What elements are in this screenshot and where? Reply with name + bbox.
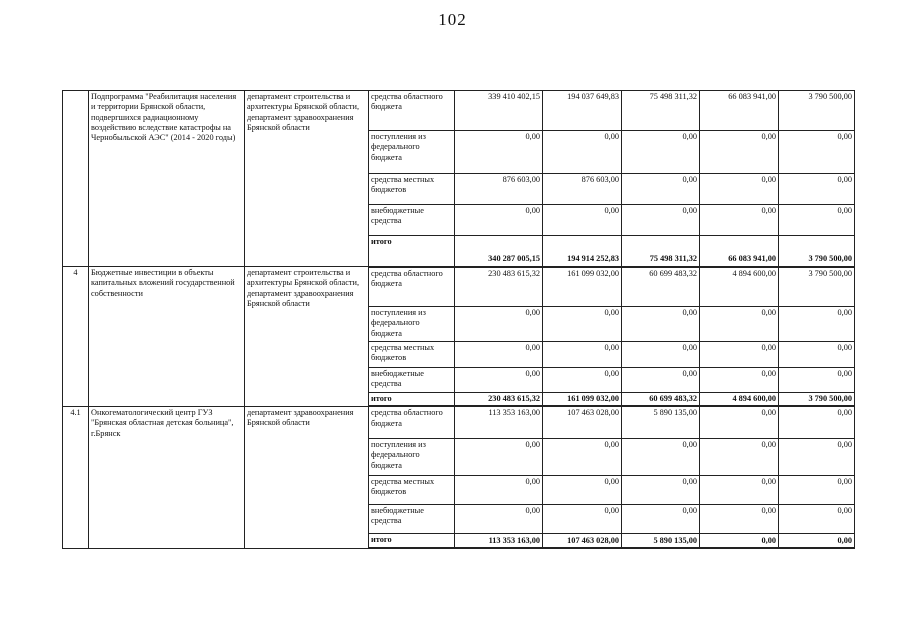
amount-cell: 0,00 [779,438,855,475]
amount-cell: 194 037 649,83 [543,91,622,131]
amount-cell: 0,00 [779,368,855,393]
amount-cell: 0,00 [700,368,779,393]
amount-cell: 0,00 [779,475,855,504]
amount-cell: 0,00 [700,475,779,504]
amount-cell: 75 498 311,32 [622,91,700,131]
amount-cell: 4 894 600,00 [700,267,779,307]
amount-cell: 3 790 500,00 [779,91,855,131]
amount-cell: 0,00 [700,406,779,438]
amount-cell: 0,00 [455,205,543,236]
executor: департамент строительства и архитектуры Брянской области, департамент здравоохранения Брянской области [245,267,369,407]
funding-source-label: поступления из федерального бюджета [369,131,455,174]
funding-source-label: средства областного бюджета [369,267,455,307]
amount-cell: 66 083 941,00 [700,91,779,131]
amount-cell: 0,00 [779,174,855,205]
page-number: 102 [438,10,467,29]
amount-cell: 340 287 005,15 [455,236,543,267]
amount-cell: 0,00 [779,504,855,533]
funding-source-label: средства областного бюджета [369,91,455,131]
amount-cell: 0,00 [700,342,779,368]
program-name: Онкогематологический центр ГУЗ "Брянская областная детская больница", г.Брянск [89,406,245,548]
funding-source-label: поступления из федерального бюджета [369,307,455,342]
amount-cell: 0,00 [779,533,855,548]
amount-cell: 0,00 [622,174,700,205]
amount-cell: 0,00 [455,504,543,533]
amount-cell: 0,00 [700,131,779,174]
amount-cell: 0,00 [543,504,622,533]
amount-cell: 161 099 032,00 [543,267,622,307]
amount-cell: 0,00 [622,438,700,475]
amount-cell: 0,00 [622,131,700,174]
amount-cell: 5 890 135,00 [622,533,700,548]
funding-source-label: итого [369,533,455,548]
table-row [63,91,855,131]
amount-cell: 3 790 500,00 [779,236,855,267]
amount-cell: 107 463 028,00 [543,533,622,548]
funding-source-label: внебюджетные средства [369,205,455,236]
funding-source-label: средства областного бюджета [369,406,455,438]
amount-cell: 339 410 402,15 [455,91,543,131]
amount-cell: 0,00 [779,342,855,368]
amount-cell: 66 083 941,00 [700,236,779,267]
amount-cell: 0,00 [700,307,779,342]
funding-source-label: итого [369,236,455,267]
amount-cell: 4 894 600,00 [700,393,779,407]
amount-cell: 0,00 [543,131,622,174]
amount-cell: 0,00 [543,205,622,236]
funding-source-label: внебюджетные средства [369,504,455,533]
row-number: 4.1 [63,406,89,548]
amount-cell: 0,00 [543,368,622,393]
amount-cell: 0,00 [700,533,779,548]
amount-cell: 0,00 [700,205,779,236]
amount-cell: 0,00 [622,504,700,533]
amount-cell: 0,00 [455,368,543,393]
amount-cell: 230 483 615,32 [455,393,543,407]
funding-source-label: внебюджетные средства [369,368,455,393]
funding-source-label: средства местных бюджетов [369,174,455,205]
amount-cell: 230 483 615,32 [455,267,543,307]
row-number [63,91,89,267]
amount-cell: 0,00 [543,475,622,504]
amount-cell: 0,00 [622,368,700,393]
amount-cell: 0,00 [543,307,622,342]
amount-cell: 0,00 [622,307,700,342]
row-number: 4 [63,267,89,407]
amount-cell: 0,00 [543,438,622,475]
amount-cell: 0,00 [779,307,855,342]
funding-source-label: средства местных бюджетов [369,475,455,504]
amount-cell: 0,00 [455,475,543,504]
amount-cell: 0,00 [622,342,700,368]
amount-cell: 0,00 [543,342,622,368]
funding-source-label: поступления из федерального бюджета [369,438,455,475]
executor: департамент здравоохранения Брянской области [245,406,369,548]
amount-cell: 0,00 [455,307,543,342]
amount-cell: 113 353 163,00 [455,406,543,438]
amount-cell: 0,00 [700,504,779,533]
amount-cell: 0,00 [455,438,543,475]
amount-cell: 107 463 028,00 [543,406,622,438]
amount-cell: 0,00 [622,475,700,504]
amount-cell: 876 603,00 [455,174,543,205]
table-row [63,406,855,438]
amount-cell: 0,00 [622,205,700,236]
table-row [63,267,855,307]
amount-cell: 0,00 [779,205,855,236]
amount-cell: 0,00 [779,406,855,438]
amount-cell: 0,00 [700,438,779,475]
program-name: Бюджетные инвестиции в объекты капитальных вложений государственной собственности [89,267,245,407]
amount-cell: 0,00 [455,131,543,174]
amount-cell: 60 699 483,32 [622,267,700,307]
program-name: Подпрограмма "Реабилитация населения и территории Брянской области, подвергшихся радиационному воздействию вследствие катастрофы на Чернобыльской АЭС" (2014 - 2020 годы) [89,91,245,267]
amount-cell: 3 790 500,00 [779,393,855,407]
amount-cell: 0,00 [455,342,543,368]
amount-cell: 0,00 [700,174,779,205]
amount-cell: 194 914 252,83 [543,236,622,267]
executor: департамент строительства и архитектуры Брянской области, департамент здравоохранения Брянской области [245,91,369,267]
amount-cell: 113 353 163,00 [455,533,543,548]
budget-table [62,90,855,549]
amount-cell: 876 603,00 [543,174,622,205]
amount-cell: 60 699 483,32 [622,393,700,407]
amount-cell: 5 890 135,00 [622,406,700,438]
funding-source-label: средства местных бюджетов [369,342,455,368]
amount-cell: 161 099 032,00 [543,393,622,407]
funding-source-label: итого [369,393,455,407]
amount-cell: 75 498 311,32 [622,236,700,267]
amount-cell: 0,00 [779,131,855,174]
amount-cell: 3 790 500,00 [779,267,855,307]
